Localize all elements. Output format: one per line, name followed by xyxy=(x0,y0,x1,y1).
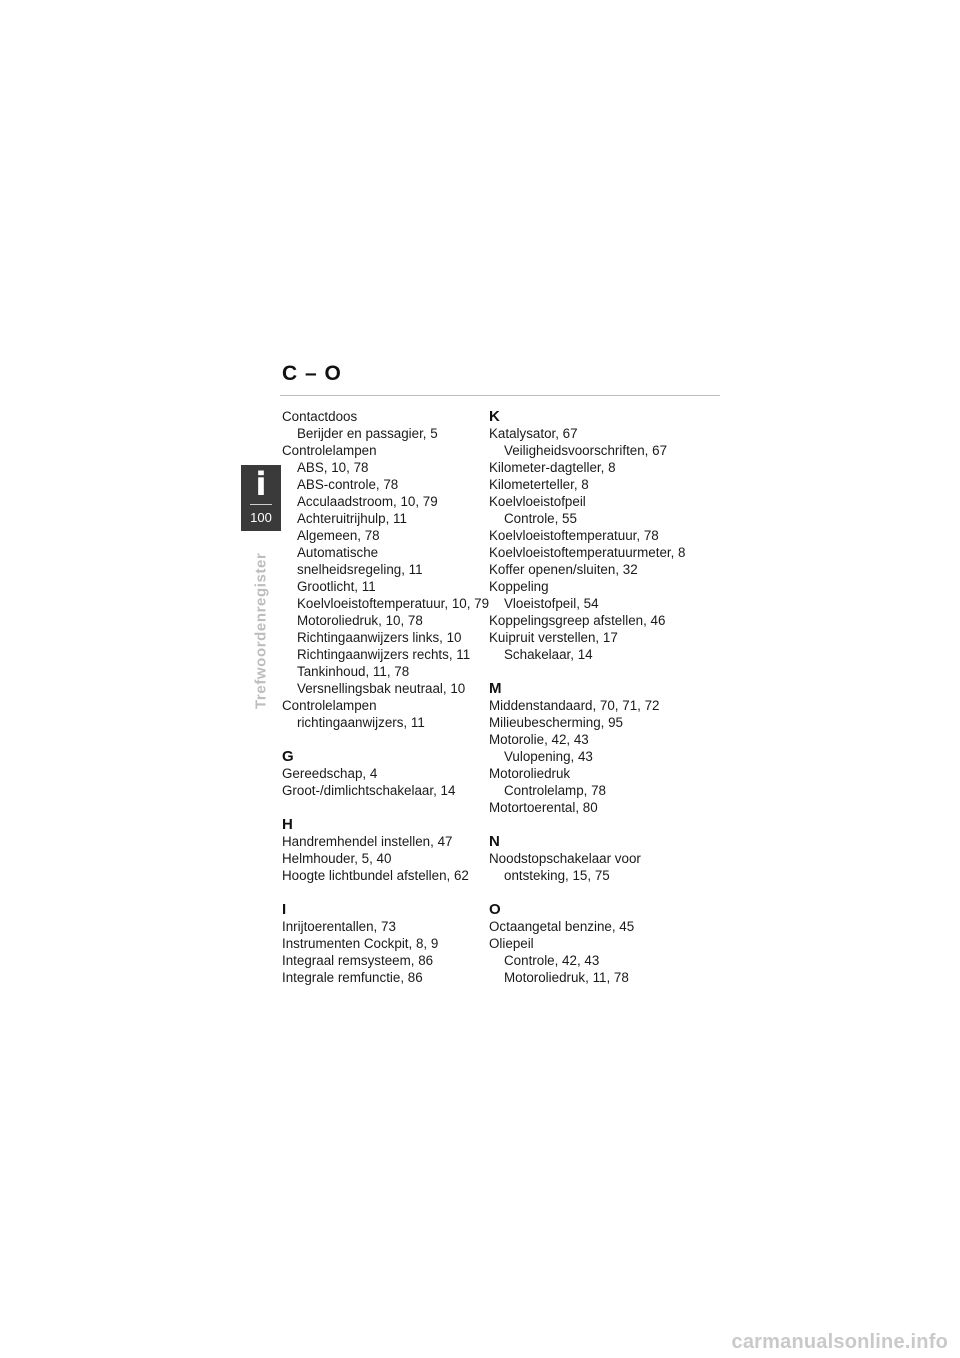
title-divider xyxy=(280,395,720,396)
index-entry: Katalysator, 67 xyxy=(489,426,578,441)
index-entry: Controlelampen xyxy=(282,698,377,713)
index-letter-heading: N xyxy=(489,833,500,850)
index-subentry: Grootlicht, 11 xyxy=(297,579,376,594)
index-subentry: Versnellingsbak neutraal, 10 xyxy=(297,681,466,696)
index-entry: Kuipruit verstellen, 17 xyxy=(489,630,618,645)
index-letter-heading: K xyxy=(489,408,500,425)
index-subentry: Richtingaanwijzers rechts, 11 xyxy=(297,647,471,662)
index-entry: Controlelampen xyxy=(282,443,377,458)
index-subentry: Controlelamp, 78 xyxy=(504,783,606,798)
index-subentry: Vloeistofpeil, 54 xyxy=(504,596,599,611)
index-subentry: Berijder en passagier, 5 xyxy=(297,426,438,441)
index-subentry: Controle, 55 xyxy=(504,511,577,526)
index-entry: Contactdoos xyxy=(282,409,358,424)
index-subentry: Automatische xyxy=(297,545,379,560)
index-column-left xyxy=(282,408,508,986)
index-entry: Instrumenten Cockpit, 8, 9 xyxy=(282,936,439,951)
index-entry: Milieubescherming, 95 xyxy=(489,715,623,730)
page-number: 100 xyxy=(250,510,272,525)
index-subentry: Richtingaanwijzers links, 10 xyxy=(297,630,462,645)
index-subentry: Tankinhoud, 11, 78 xyxy=(297,664,410,679)
index-letter-heading: O xyxy=(489,901,501,918)
index-subentry: Achteruitrijhulp, 11 xyxy=(297,511,407,526)
index-entry: Kilometerteller, 8 xyxy=(489,477,589,492)
index-entry: Kilometer-dagteller, 8 xyxy=(489,460,616,475)
index-badge xyxy=(241,465,281,531)
index-entry: Integraal remsysteem, 86 xyxy=(282,953,434,968)
index-entry: Motortoerental, 80 xyxy=(489,800,598,815)
page-title: C – O xyxy=(282,362,342,385)
index-entry: Octaangetal benzine, 45 xyxy=(489,919,635,934)
index-entry: Oliepeil xyxy=(489,936,534,951)
index-entry: Noodstopschakelaar voor xyxy=(489,851,641,866)
index-entry: Middenstandaard, 70, 71, 72 xyxy=(489,698,660,713)
watermark[interactable]: carmanualsonline.info xyxy=(731,1331,948,1353)
index-letter-heading: G xyxy=(282,748,294,765)
index-entry: Hoogte lichtbundel afstellen, 62 xyxy=(282,868,469,883)
section-sidebar xyxy=(240,465,282,709)
index-subentry: ABS, 10, 78 xyxy=(297,460,369,475)
index-entry: Motorolie, 42, 43 xyxy=(489,732,589,747)
index-subentry: snelheidsregeling, 11 xyxy=(297,562,423,577)
index-subentry: Motoroliedruk, 11, 78 xyxy=(504,970,629,985)
index-subentry: Schakelaar, 14 xyxy=(504,647,593,662)
index-entry: Koppelingsgreep afstellen, 46 xyxy=(489,613,666,628)
info-icon: i xyxy=(255,465,267,503)
index-entry: Gereedschap, 4 xyxy=(282,766,378,781)
index-subentry: richtingaanwijzers, 11 xyxy=(297,715,425,730)
index-entry: Koffer openen/sluiten, 32 xyxy=(489,562,638,577)
index-subentry: ontsteking, 15, 75 xyxy=(504,868,610,883)
index-letter-heading: H xyxy=(282,816,293,833)
index-entry: Handremhendel instellen, 47 xyxy=(282,834,453,849)
index-entry: Inrijtoerentallen, 73 xyxy=(282,919,396,934)
index-entry: Motoroliedruk xyxy=(489,766,571,781)
index-subentry: Algemeen, 78 xyxy=(297,528,380,543)
index-letter-heading: I xyxy=(282,901,287,918)
index-subentry: Motoroliedruk, 10, 78 xyxy=(297,613,423,628)
index-entry: Koppeling xyxy=(489,579,549,594)
index-entry: Koelvloeistoftemperatuur, 78 xyxy=(489,528,659,543)
index-letter-heading: M xyxy=(489,680,502,697)
index-subentry: Vulopening, 43 xyxy=(504,749,593,764)
badge-divider xyxy=(250,504,272,505)
index-subentry: ABS-controle, 78 xyxy=(297,477,399,492)
index-subentry: Veiligheidsvoorschriften, 67 xyxy=(504,443,668,458)
index-subentry: Koelvloeistoftemperatuur, 10, 79 xyxy=(297,596,490,611)
index-subentry: Controle, 42, 43 xyxy=(504,953,600,968)
index-column-right xyxy=(489,408,721,986)
index-subentry: Acculaadstroom, 10, 79 xyxy=(297,494,438,509)
index-entry: Koelvloeistofpeil xyxy=(489,494,586,509)
section-label-text: Trefwoordenregister xyxy=(252,552,270,709)
index-entry: Integrale remfunctie, 86 xyxy=(282,970,423,985)
index-entry: Helmhouder, 5, 40 xyxy=(282,851,392,866)
index-entry: Koelvloeistoftemperatuurmeter, 8 xyxy=(489,545,686,560)
index-entry: Groot-/dimlichtschakelaar, 14 xyxy=(282,783,456,798)
